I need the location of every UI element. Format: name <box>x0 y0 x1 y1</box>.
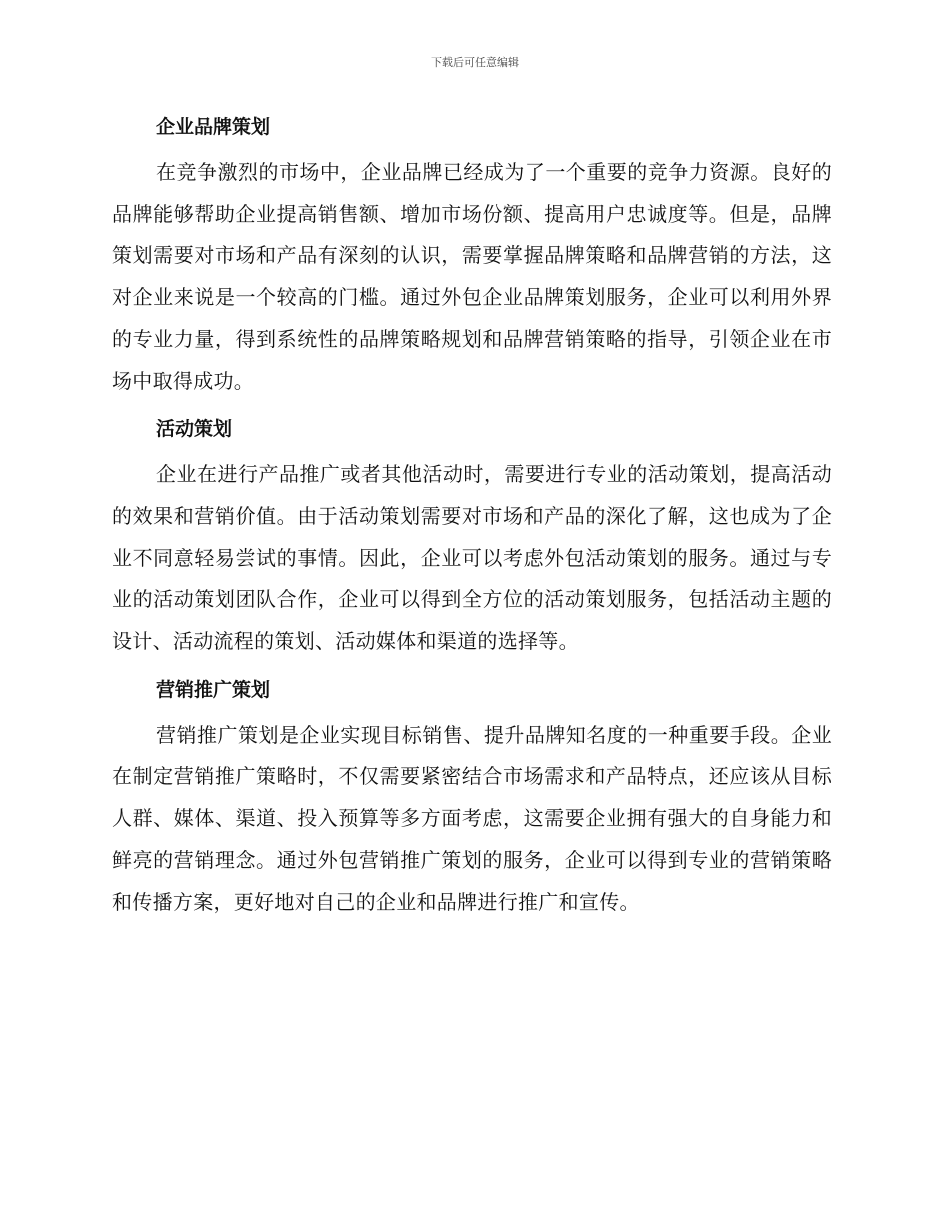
section-event-planning <box>112 412 832 663</box>
page-header: 下载后可任意编辑 <box>431 56 519 69</box>
section-paragraph: 在竞争激烈的市场中，企业品牌已经成为了一个重要的竞争力资源。良好的品牌能够帮助企业提高销售额、增加市场份额、提高用户忠诚度等。但是，品牌策划需要对市场和产品有深刻的认识，需要掌握品牌策略和品牌营销的方法，这对企业来说是一个较高的门槛。通过外包企业品牌策划服务，企业可以利用外界的专业力量，得到系统性的品牌策略规划和品牌营销策略的指导，引领企业在市场中取得成功。 <box>112 160 832 393</box>
section-brand-planning <box>112 110 832 402</box>
section-marketing-promotion <box>112 673 832 924</box>
section-paragraph: 营销推广策划是企业实现目标销售、提升品牌知名度的一种重要手段。企业在制定营销推广策略时，不仅需要紧密结合市场需求和产品特点，还应该从目标人群、媒体、渠道、投入预算等多方面考虑，这需要企业拥有强大的自身能力和鲜亮的营销理念。通过外包营销推广策划的服务，企业可以得到专业的营销策略和传播方案，更好地对自己的企业和品牌进行推广和宣传。 <box>112 722 832 914</box>
section-heading: 活动策划 <box>156 418 233 441</box>
section-heading: 营销推广策划 <box>156 678 271 701</box>
document-body <box>112 110 832 933</box>
section-heading: 企业品牌策划 <box>156 116 271 138</box>
section-paragraph: 企业在进行产品推广或者其他活动时，需要进行专业的活动策划，提高活动的效果和营销价值。由于活动策划需要对市场和产品的深化了解，这也成为了企业不同意轻易尝试的事情。因此，企业可以考虑外包活动策划的服务。通过与专业的活动策划团队合作，企业可以得到全方位的活动策划服务，包括活动主题的设计、活动流程的策划、活动媒体和渠道的选择等。 <box>112 462 832 654</box>
